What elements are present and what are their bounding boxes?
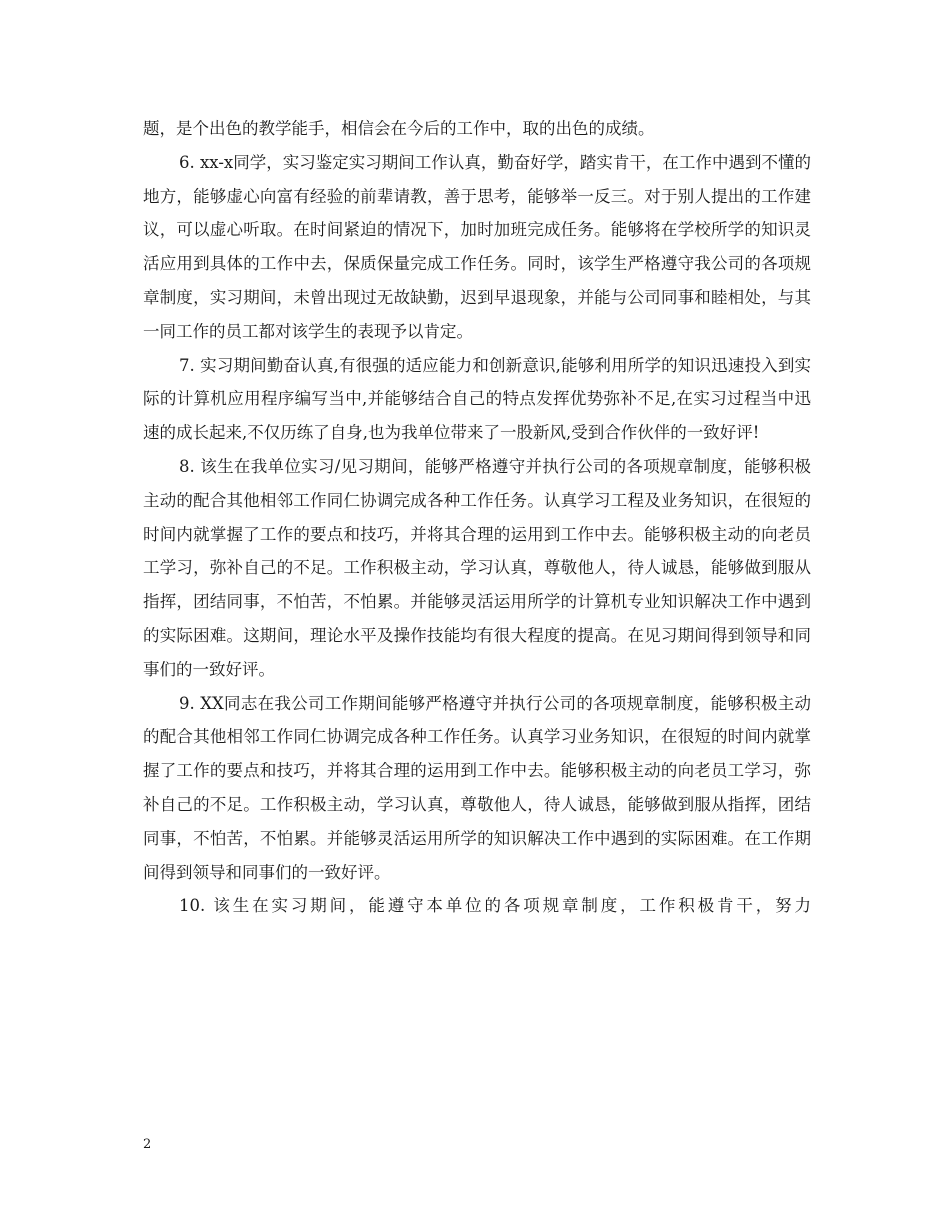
document-body	[143, 112, 811, 923]
paragraph-item-6: 6. xx-x同学，实习鉴定实习期间工作认真，勤奋好学，踏实肯干，在工作中遇到不懂的地方，能够虚心向富有经验的前辈请教，善于思考，能够举一反三。对于别人提出的工作建议，可以虚心听取。在时间紧迫的情况下，加时加班完成任务。能够将在学校所学的知识灵活应用到具体的工作中去，保质保量完成工作任务。同时，该学生严格遵守我公司的各项规章制度，实习期间，未曾出现过无故缺勤，迟到早退现象，并能与公司同事和睦相处，与其一同工作的员工都对该学生的表现予以肯定。	[143, 152, 811, 341]
paragraph-continued: 题，是个出色的教学能手，相信会在今后的工作中，取的出色的成绩。	[143, 119, 655, 138]
paragraph-item-9: 9. XX同志在我公司工作期间能够严格遵守并执行公司的各项规章制度，能够积极主动的配合其他相邻工作同仁协调完成各种工作任务。认真学习业务知识，在很短的时间内就掌握了工作的要点和技巧，并将其合理的运用到工作中去。能够积极主动的向老员工学习，弥补自己的不足。工作积极主动，学习认真，尊敬他人，待人诚恳，能够做到服从指挥，团结同事，不怕苦，不怕累。并能够灵活运用所学的知识解决工作中遇到的实际困难。在工作期间得到领导和同事们的一致好评。	[143, 693, 811, 882]
paragraph-item-7: 7. 实习期间勤奋认真,有很强的适应能力和创新意识,能够利用所学的知识迅速投入到实际的计算机应用程序编写当中,并能够结合自己的特点发挥优势弥补不足,在实习过程当中迅速的成长起来,不仅历练了自身,也为我单位带来了一股新风,受到合作伙伴的一致好评!	[143, 355, 811, 443]
page-number: 2	[143, 1137, 152, 1152]
paragraph-item-10: 10. 该生在实习期间，能遵守本单位的各项规章制度，工作积极肯干，努力	[179, 896, 811, 916]
paragraph-item-8: 8. 该生在我单位实习/见习期间，能够严格遵守并执行公司的各项规章制度，能够积极主动的配合其他相邻工作同仁协调完成各种工作任务。认真学习工程及业务知识，在很短的时间内就掌握了工作的要点和技巧，并将其合理的运用到工作中去。能够积极主动的向老员工学习，弥补自己的不足。工作积极主动，学习认真，尊敬他人，待人诚恳，能够做到服从指挥，团结同事，不怕苦，不怕累。并能够灵活运用所学的计算机专业知识解决工作中遇到的实际困难。这期间，理论水平及操作技能均有很大程度的提高。在见习期间得到领导和同事们的一致好评。	[143, 456, 811, 679]
